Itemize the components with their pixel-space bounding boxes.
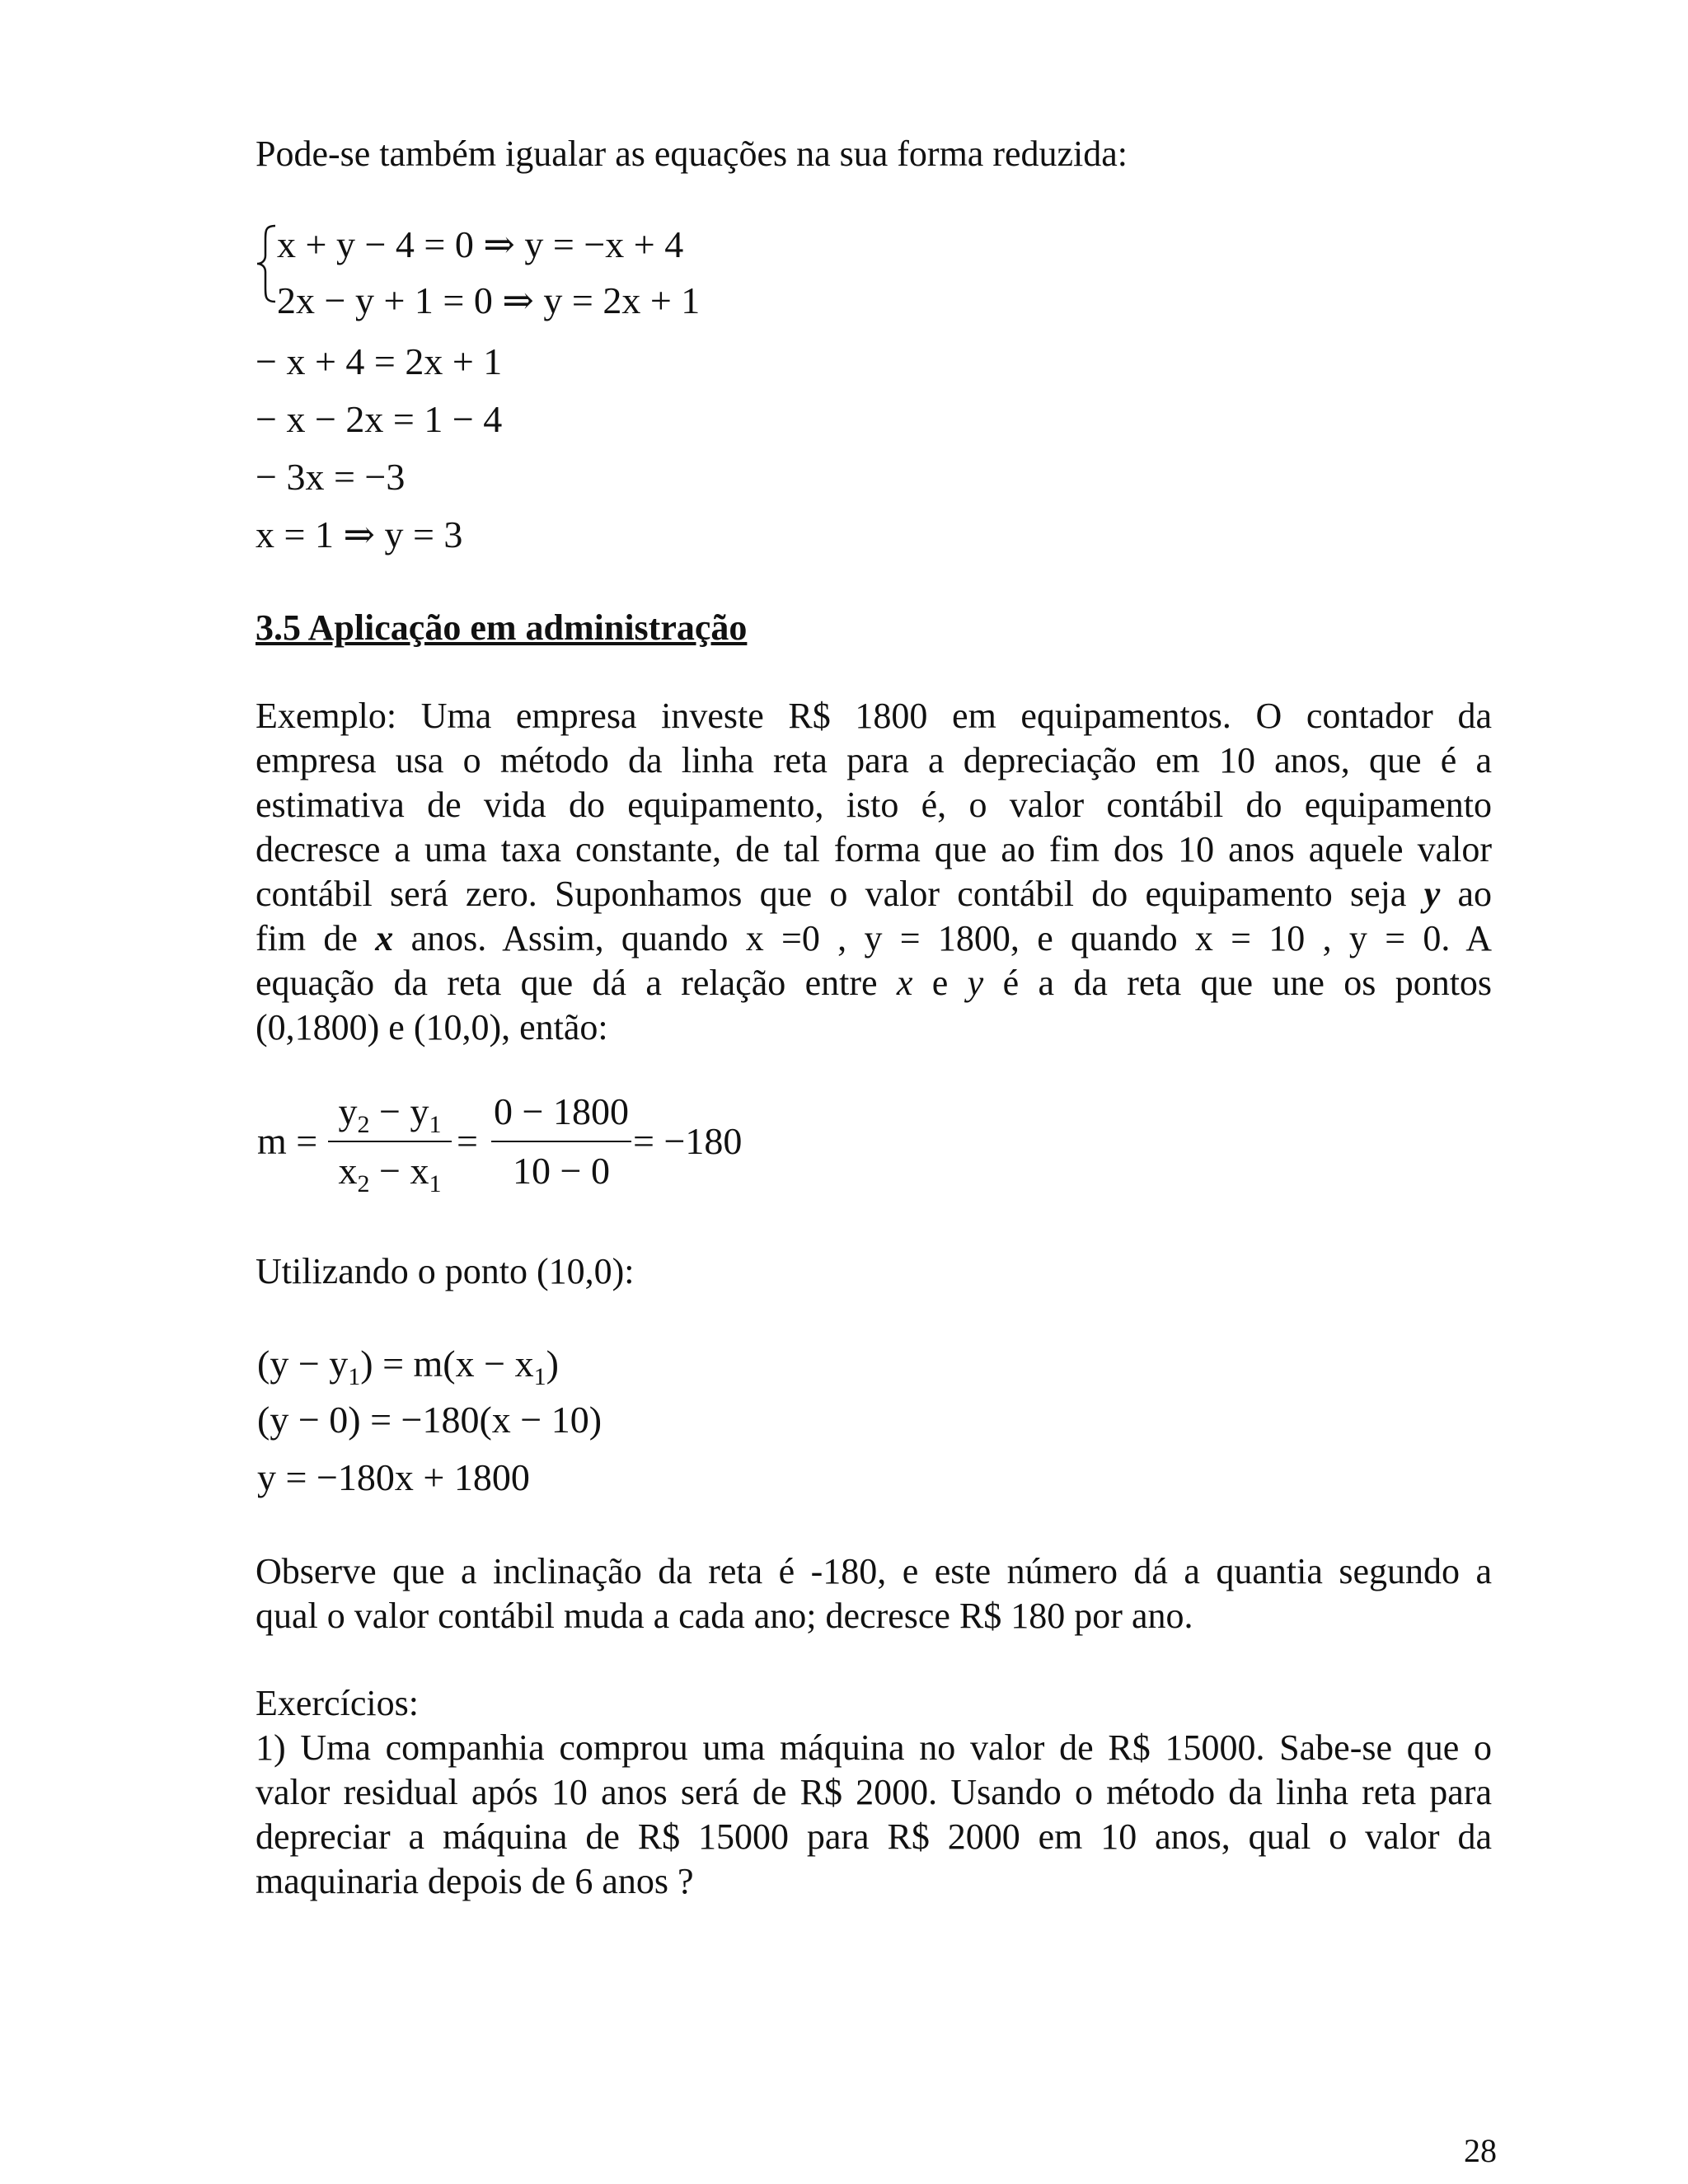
example-line: decresce a uma taxa constante, de tal forma que ao fim dos 10 anos aquele valor <box>256 829 1492 869</box>
slope-numerator-values: 0 − 1800 <box>494 1090 629 1132</box>
exercises-title: Exercícios: <box>256 1683 419 1723</box>
var-y: y <box>967 963 984 1003</box>
var-x: x <box>896 963 913 1003</box>
observe-paragraph <box>256 1549 1492 1638</box>
slope-lhs: m = <box>257 1120 318 1162</box>
point-slope-line-3: y = −180x + 1800 <box>257 1456 530 1498</box>
slope-result: = −180 <box>633 1120 743 1162</box>
example-line: Exemplo: Uma empresa investe R$ 1800 em equipamentos. O contador da <box>256 696 1492 736</box>
example-line: contábil será zero. Suponhamos que o valor contábil do equipamento seja y ao <box>256 874 1492 914</box>
example-line: equação da reta que dá a relação entre x e y é a da reta que une os pontos <box>256 963 1493 1003</box>
using-point-text: Utilizando o ponto (10,0): <box>256 1251 635 1291</box>
system-brace <box>254 223 279 305</box>
var-y: y <box>1423 874 1441 914</box>
exercise-line: 1) Uma companhia comprou uma máquina no valor de R$ 15000. Sabe-se que o <box>256 1727 1492 1768</box>
point-slope-line-1: $(y - y_1) = m(x - x_1)$ <box>257 1343 559 1391</box>
slope-equals: = <box>457 1120 478 1162</box>
fraction-bar <box>328 1141 452 1142</box>
step-2: − x − 2x = 1 − 4 <box>256 398 503 440</box>
example-paragraph <box>256 694 1492 1050</box>
slope-denominator-values: 10 − 0 <box>513 1150 610 1192</box>
fraction-bar <box>491 1141 631 1142</box>
example-line: fim de x anos. Assim, quando x =0 , y = 1800, e quando x = 10 , y = 0. A <box>256 918 1493 958</box>
example-line: estimativa de vida do equipamento, isto é, o valor contábil do equipamento <box>256 785 1492 825</box>
system-equation-1: x + y − 4 = 0 ⇒ y = −x + 4 <box>277 223 684 265</box>
section-heading: 3.5 Aplicação em administração <box>256 607 748 648</box>
exercise-line: valor residual após 10 anos será de R$ 2000. Usando o método da linha reta para <box>256 1772 1492 1812</box>
var-x: x <box>375 918 394 958</box>
observe-line: qual o valor contábil muda a cada ano; decresce R$ 180 por ano. <box>256 1596 1193 1636</box>
intro-text: Pode-se também igualar as equações na sua forma reduzida: <box>256 134 1128 174</box>
system-equation-2: 2x − y + 1 = 0 ⇒ y = 2x + 1 <box>277 279 701 321</box>
exercises-block <box>256 1681 1492 1904</box>
point-slope-line-2: (y − 0) = −180(x − 10) <box>257 1399 603 1441</box>
observe-line: Observe que a inclinação da reta é -180, e este número dá a quantia segundo a <box>256 1551 1492 1591</box>
example-line: (0,1800) e (10,0), então: <box>256 1007 608 1047</box>
slope-numerator: $y_2 - y_1$ <box>338 1090 442 1139</box>
slope-denominator: $x_2 - x_1$ <box>338 1150 442 1198</box>
step-4: x = 1 ⇒ y = 3 <box>256 513 463 555</box>
exercise-line: maquinaria depois de 6 anos ? <box>256 1861 694 1901</box>
step-1: − x + 4 = 2x + 1 <box>256 340 503 382</box>
exercise-line: depreciar a máquina de R$ 15000 para R$ 2000 em 10 anos, qual o valor da <box>256 1816 1492 1857</box>
page-number: 28 <box>1464 2132 1497 2169</box>
step-3: − 3x = −3 <box>256 456 406 498</box>
example-line: empresa usa o método da linha reta para a depreciação em 10 anos, que é a <box>256 740 1492 780</box>
